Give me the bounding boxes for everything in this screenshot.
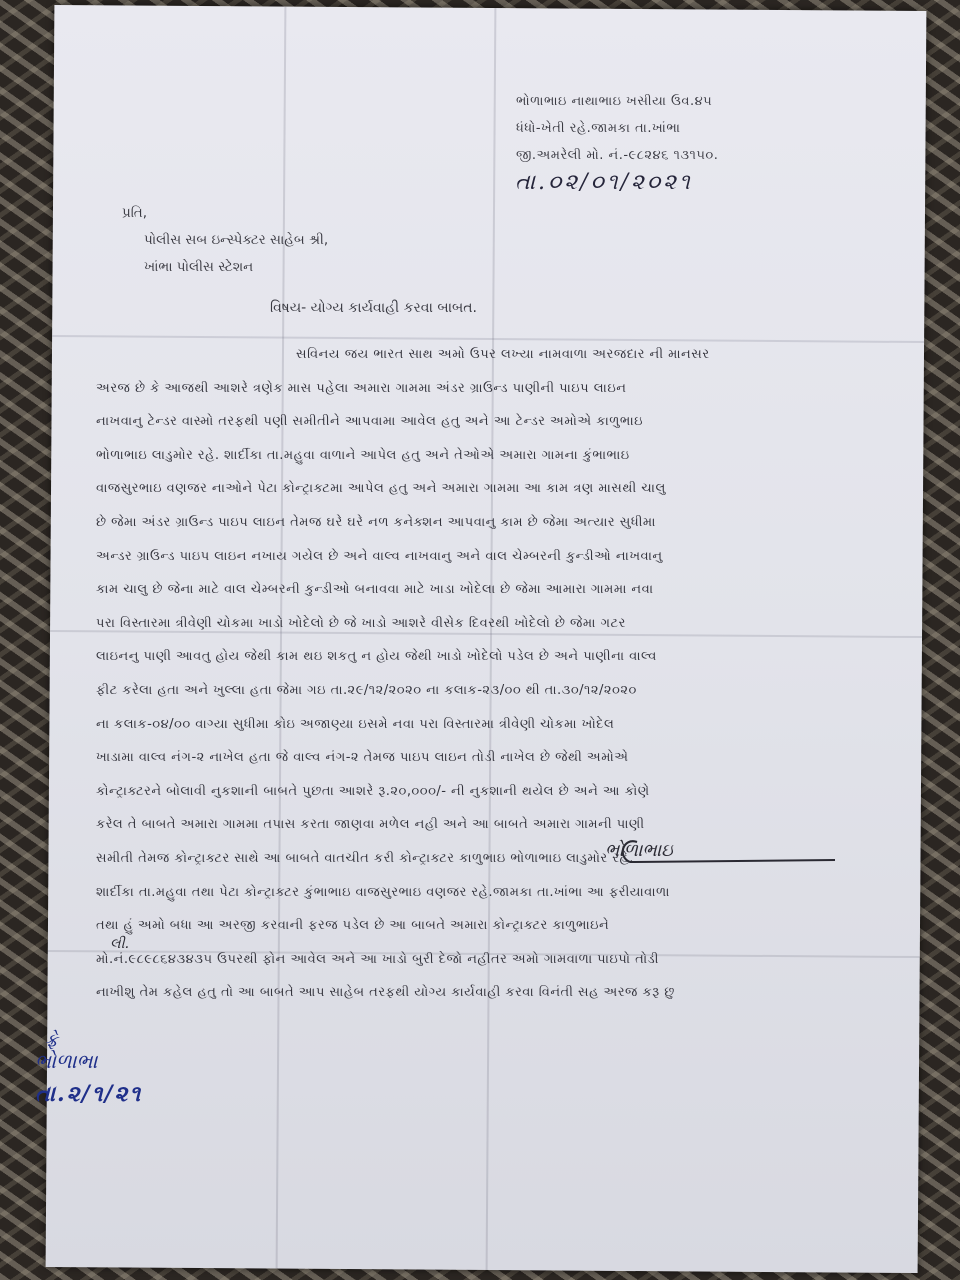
body-line: સવિનય જય ભારત સાથ અમો ઉપર લખ્યા નામવાળા અરજદાર ની માનસર xyxy=(296,347,710,362)
received-mark: ફ્રે xyxy=(45,1030,58,1051)
body-line: અન્ડર ગ્રાઉન્ડ પાઇપ લાઇન નખાય ગયેલ છે અને વાલ્વ નાખવાનુ અને વાલ ચેમ્બરની કુન્ડીઓ નાખવાનુ xyxy=(96,548,663,564)
body-line: ફીટ કરેલા હતા અને ખુલ્લા હતા જેમા ગઇ તા.૨૯/૧૨/૨૦૨૦ ના કલાક-૨૩/૦૦ થી તા.૩૦/૧૨/૨૦૨૦ xyxy=(96,682,637,698)
received-signature xyxy=(35,1030,142,1107)
received-name: ભોળાભા xyxy=(35,1049,98,1073)
recipient-block xyxy=(122,200,328,281)
signature-text: ભોળાભાઇ xyxy=(605,840,673,861)
body-line: વાજસુરભાઇ વણજર નાઓને પેટા કોન્ટ્રાક્ટમા આપેલ હતુ અને અમારા ગામમા આ કામ ત્રણ માસથી ચાલુ xyxy=(96,481,666,497)
recipient-station: ખાંભા પોલીસ સ્ટેશન xyxy=(144,259,254,275)
body-line: કોન્ટ્રાક્ટરને બોલાવી નુકશાની બાબતે પુછતા આશરે રૂ.૨૦,૦૦૦/- ની નુકશાની થયેલ છે અને આ કોણે xyxy=(96,783,650,799)
recipient-title: પોલીસ સબ ઇન્સ્પેક્ટર સાહેબ શ્રી, xyxy=(144,232,329,248)
body-line: લાઇનનુ પાણી આવતુ હોય જેથી કામ થઇ શકતુ ન હોય જેથી ખાડો ખોદેલો પડેલ છે અને પાણીના વાલ્વ xyxy=(96,649,657,665)
body-line: ભોળાભાઇ લાડુમોર રહે. શાર્દીકા તા.મહુવા વાળાને આપેલ હતુ અને તેઓએ અમારા ગામના કુંભાભાઇ xyxy=(96,447,630,463)
applicant-signature xyxy=(575,822,845,882)
body-line: તથા હું અમો બધા આ અરજી કરવાની ફરજ પડેલ છે આ બાબતે અમારા કોન્ટ્રાક્ટર કાળુભાઇને xyxy=(96,918,610,934)
body-line: મો.નં.૯૮૯૮૬૪૩૪૩૫ ઉપરથી ફોન આવેલ અને આ ખાડો બુરી દેજો નહીતર અમો ગામવાળા પાઇપો તોડી xyxy=(96,951,659,967)
body-line: પરા વિસ્તારમા ત્રીવેણી ચોકમા ખાડો ખોદેલો છે જે ખાડો આશરે વીસેક દિવરથી ખોદેલો છે જેમા ગટર xyxy=(96,615,626,631)
closing-mark: લી. xyxy=(110,936,130,952)
sender-occupation-line: ધંધો-ખેતી રહે.જામકા તા.ખાંભા xyxy=(516,121,681,136)
body-line: કરેલ તે બાબતે અમારા ગામમા તપાસ કરતા જાણવા મળેલ નહી અને આ બાબતે અમારા ગામની પાણી xyxy=(96,817,645,833)
sender-name-line: ભોળાભાઇ નાથાભાઇ ખસીયા ઉવ.૪૫ xyxy=(516,94,713,109)
sender-address xyxy=(516,88,718,169)
body-line: શાર્દીકા તા.મહુવા તથા પેટા કોન્ટ્રાક્ટર કુંભાભાઇ વાજસુરભાઇ વણજર રહે.જામકા તા.ખાંભા આ ફરીયાવાળા xyxy=(96,884,670,900)
body-line: ના કલાક-૦૪/૦૦ વાગ્યા સુધીમા કોઇ અજાણ્યા ઇસમે નવા પરા વિસ્તારમા ત્રીવેણી ચોકમા ખોદેલ xyxy=(96,716,615,732)
body-line: નાખવાનુ ટેન્ડર વાસ્મો તરફથી પણી સમીતીને આપવામા આવેલ હતુ અને આ ટેન્ડર અમોએ કાળુભાઇ xyxy=(96,414,643,430)
handwritten-date: તા.૦૨/૦૧/૨૦૨૧ xyxy=(515,170,693,195)
body-line: છે જેમા અંડર ગ્રાઉન્ડ પાઇપ લાઇન તેમજ ઘરે ઘરે નળ કનેક્શન આપવાનુ કામ છે જેમા અત્યાર સુધીમા xyxy=(96,514,656,530)
letter-body xyxy=(96,338,856,1010)
body-line: કામ ચાલુ છે જેના માટે વાલ ચેમ્બરની કુન્ડીઓ બનાવવા માટે ખાડા ખોદેલા છે જેમા આમારા ગામમા નવા xyxy=(96,582,654,598)
recipient-prefix: પ્રતિ, xyxy=(122,205,148,221)
body-line: સમીતી તેમજ કોન્ટ્રાક્ટર સાથે આ બાબતે વાતચીત કરી કોન્ટ્રાક્ટર કાળુભાઇ ભોળાભાઇ લાડુમોર રહે. xyxy=(96,850,634,866)
received-date: તા.૨/૧/૨૧ xyxy=(35,1081,143,1107)
body-line: ખાડામા વાલ્વ નંગ-૨ નાખેલ હતા જે વાલ્વ નંગ-૨ તેમજ પાઇપ લાઇન તોડી નાખેલ છે જેથી અમોએ xyxy=(96,750,629,766)
body-line: નાખીશુ તેમ કહેલ હતુ તો આ બાબતે આપ સાહેબ તરફથી યોગ્ય કાર્યવાહી કરવા વિનંતી સહ અરજ કરૂ છુ xyxy=(96,985,675,1001)
sender-district-line: જી.અમરેલી મો. નં.-૯૮૨૪૬ ૧૩૧૫૦. xyxy=(516,148,719,163)
letter-subject: વિષય- યોગ્ય કાર્યવાહી કરવા બાબત. xyxy=(270,300,477,316)
body-line: અરજ છે કે આજથી આશરે ત્રણેક માસ પહેલા અમારા ગામમા અંડર ગ્રાઉન્ડ પાણીની પાઇપ લાઇન xyxy=(96,380,627,396)
